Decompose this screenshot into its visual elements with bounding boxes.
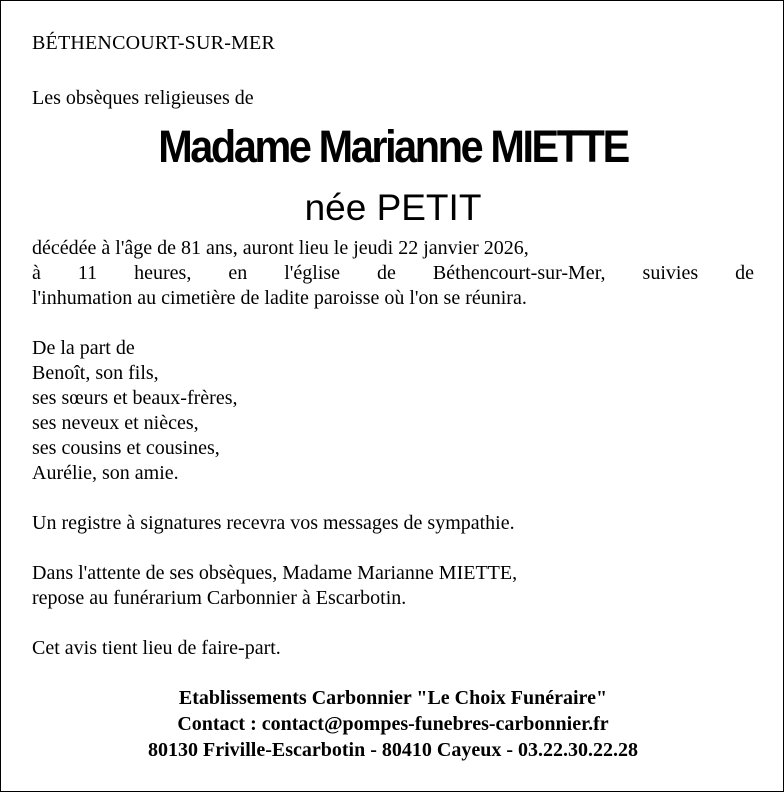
maiden-name: née PETIT xyxy=(304,187,482,228)
spacer xyxy=(32,311,754,336)
rest-line: repose au funérarium Carbonnier à Escarbotin. xyxy=(32,587,407,609)
family-line: De la part de xyxy=(32,337,135,359)
family-line: Benoît, son fils, xyxy=(32,362,159,384)
funeral-home-address: 80130 Friville-Escarbotin - 80410 Cayeux - 03.22.30.22.28 xyxy=(148,739,638,761)
family-line: ses cousins et cousines, xyxy=(32,437,220,459)
funeral-home-contact: Contact : contact@pompes-funebres-carbonnier.fr xyxy=(177,713,609,735)
notice-body xyxy=(32,236,754,661)
spacer xyxy=(32,611,754,636)
funeral-home-name: Etablissements Carbonnier "Le Choix Funéraire" xyxy=(178,687,608,709)
rest-line: Dans l'attente de ses obsèques, Madame Marianne MIETTE, xyxy=(32,562,518,584)
announcement-line: l'inhumation au cimetière de ladite paroisse où l'on se réunira. xyxy=(32,287,527,309)
deceased-name: Madame Marianne MIETTE xyxy=(158,121,628,172)
closing-line: Cet avis tient lieu de faire-part. xyxy=(32,637,281,659)
funeral-home-footer xyxy=(1,685,784,763)
announcement-line: à 11 heures, en l'église de Béthencourt-sur-Mer, suivies de xyxy=(32,262,754,284)
announcement-line: décédée à l'âge de 81 ans, auront lieu le jeudi 22 janvier 2026, xyxy=(32,237,529,259)
intro-line: Les obsèques religieuses de xyxy=(32,87,254,109)
family-line: ses neveux et nièces, xyxy=(32,412,199,434)
spacer xyxy=(32,486,754,511)
place-heading: BÉTHENCOURT-SUR-MER xyxy=(32,32,275,54)
register-line: Un registre à signatures recevra vos messages de sympathie. xyxy=(32,512,515,534)
family-line: ses sœurs et beaux-frères, xyxy=(32,387,238,409)
family-line: Aurélie, son amie. xyxy=(32,462,179,484)
spacer xyxy=(32,536,754,561)
